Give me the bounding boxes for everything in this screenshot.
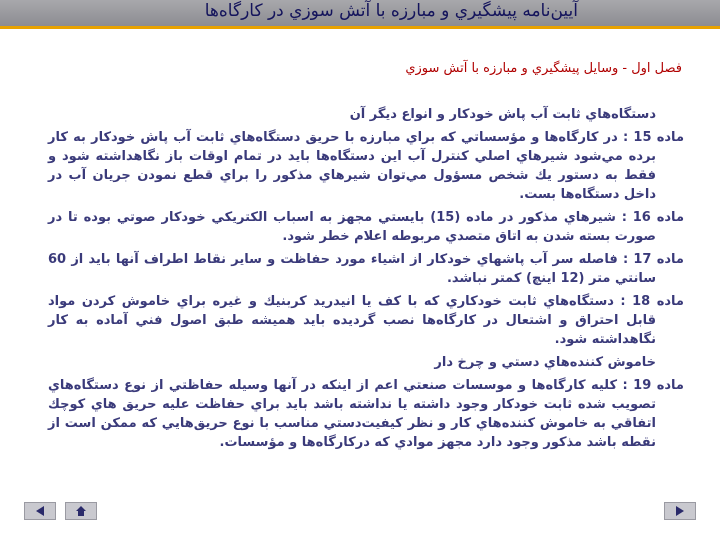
slide-title: آيين‌نامه پيشگيري و مبارزه با آتش سوزي در كارگاه‌ها (204, 1, 578, 21)
slide-body (48, 105, 684, 456)
next-arrow-icon (665, 503, 695, 519)
title-bar (0, 0, 720, 29)
article-16: ماده 16 : شيرهاي مذكور در ماده (15) بايستي مجهز به اسباب الكتريكي خودكار صوتي بوده تا در صورت بسته شدن به اتاق متصدي مربوطه اعلام خطر شود. (48, 210, 684, 244)
article-17: ماده 17 : فاصله سر آب پاشهاي خودكار از اشياء مورد حفاظت و ساير نقاط اطراف آنها بايد از 60 سانتي متر (12 اينچ) كمتر نباشد. (48, 252, 684, 286)
article-19: ماده 19 : كليه كارگاه‌ها و موسسات صنعتي اعم از اينكه در آنها وسيله حفاظتي از نوع دستگاه‌هاي تصويب شده ثابت خودكار وجود داشته يا نداشته باشد بايد براي حفاظت عليه حريق هاي كوچك اتفاقي به خاموش كننده‌هاي كار و نظر كيفيت‌دستي مناسب با نوع حريق‌هايي كه ممكن است از نقطه باشد مذكور وجود دارد مجهز موادي كه دركارگاه‌ها و مؤسسات. (48, 378, 684, 450)
chapter-title: فصل اول - وسايل پيشگيري و مبارزه با آتش سوزي (405, 61, 682, 76)
next-slide-button[interactable] (664, 502, 696, 520)
prev-slide-button[interactable] (24, 502, 56, 520)
previous-arrow-icon (25, 503, 55, 519)
home-icon (66, 503, 96, 519)
home-button[interactable] (65, 502, 97, 520)
section-heading-sprinklers: دستگاه‌هاي ثابت آب پاش خودكار و انواع ديگر آن (349, 107, 656, 122)
article-15: ماده 15 : در كارگاه‌ها و مؤسساتي كه براي مبارزه با حريق دستگاه‌هاي ثابت آب پاش خودكار به كار برده مي‌شود شيرهاي اصلي كنترل آب اين دستگاه‌ها بايد در تمام اوقات باز نگاهداشته شود و فقط به دستور يك شخص مسؤول مي‌توان شيرهاي مذكور را براي قطع نمودن جريان آب در داخل دستگاه‌ها بست. (48, 130, 684, 202)
article-18: ماده 18 : دستگاه‌هاي ثابت خودكاري كه با كف يا انيدريد كربنيك و غيره براي خاموش كردن مواد قابل احتراق و اشتعال در كارگاه‌ها نصب گرديده بايد هميشه طبق اصول فني آماده به كار نگاهداشته شود. (48, 294, 684, 347)
section-heading-extinguishers: خاموش كننده‌هاي دستي و چرخ دار (434, 355, 656, 370)
